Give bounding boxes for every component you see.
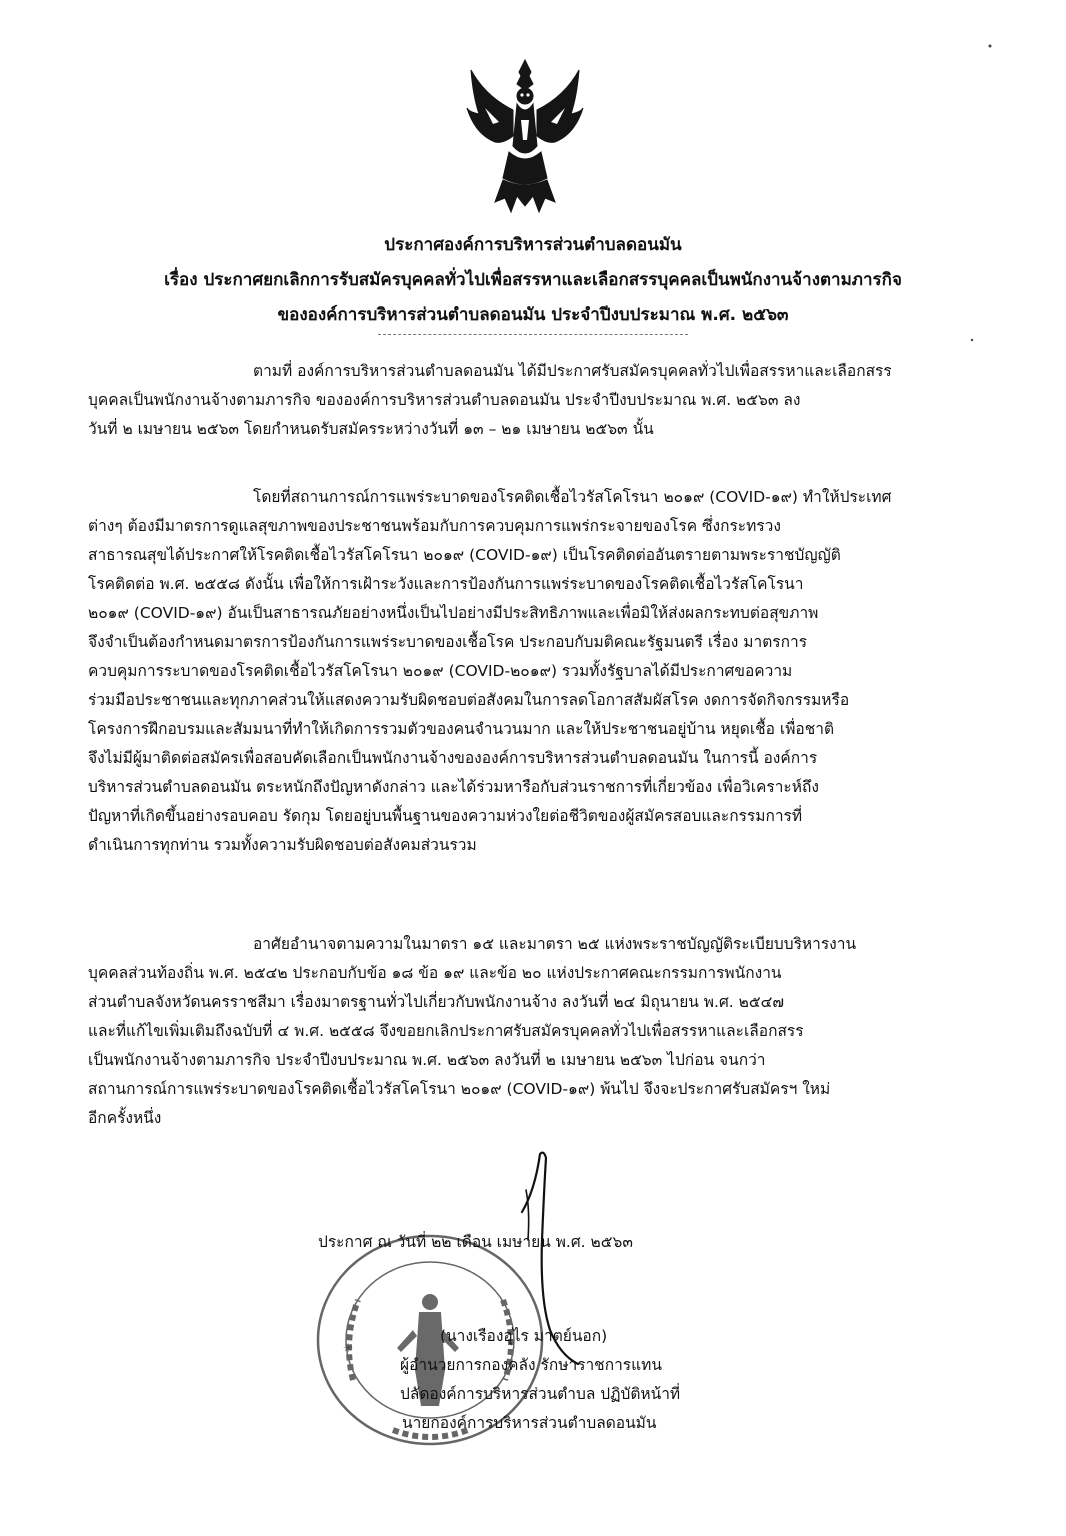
paragraph-line: ๒๐๑๙ (COVID-๑๙) อันเป็นสาธารณภัยอย่างหนึ่งเป็นไปอย่างมีประสิทธิภาพและเพื่อมิให้ส่งผลกระทบต่อสุขภาพ [88, 604, 819, 622]
paragraph-line: โรคติดต่อ พ.ศ. ๒๕๕๘ ดังนั้น เพื่อให้การเฝ้าระวังและการป้องกันการแพร่ระบาดของโรคติดเชื้อไวรัสโคโรนา [88, 575, 804, 593]
paragraph-line: อีกครั้งหนึ่ง [88, 1109, 162, 1127]
paragraph-line: โดยที่สถานการณ์การแพร่ระบาดของโรคติดเชื้อไวรัสโคโรนา ๒๐๑๙ (COVID-๑๙) ทำให้ประเทศ [253, 488, 892, 506]
paragraph-line: และที่แก้ไขเพิ่มเติมถึงฉบับที่ ๔ พ.ศ. ๒๕๕๘ จึงขอยกเลิกประกาศรับสมัครบุคคลทั่วไปเพื่อสรรหาและเลือกสรร [88, 1022, 804, 1040]
paragraph-line: บุคคลส่วนท้องถิ่น พ.ศ. ๒๕๔๒ ประกอบกับข้อ ๑๘ ข้อ ๑๙ และข้อ ๒๐ แห่งประกาศคณะกรรมการพนักงาน [88, 964, 782, 982]
paragraph-2 [88, 483, 1002, 860]
paragraph-line: เป็นพนักงานจ้างตามภารกิจ ประจำปีงบประมาณ พ.ศ. ๒๕๖๓ ลงวันที่ ๒ เมษายน ๒๕๖๓ ไปก่อน จนกว่า [88, 1051, 766, 1069]
paragraph-line: ตามที่ องค์การบริหารส่วนตำบลดอนมัน ได้มีประกาศรับสมัครบุคคลทั่วไปเพื่อสรรหาและเลือกสรร [253, 362, 892, 380]
paragraph-line: ควบคุมการระบาดของโรคติดเชื้อไวรัสโคโรนา ๒๐๑๙ (COVID-๒๐๑๙) รวมทั้งรัฐบาลได้มีประกาศขอความ [88, 662, 793, 680]
garuda-emblem [465, 56, 585, 216]
signature-date-line: ประกาศ ณ วันที่ ๒๒ เดือน เมษายน พ.ศ. ๒๕๖๓ [318, 1233, 633, 1251]
paragraph-line: บริหารส่วนตำบลดอนมัน ตระหนักถึงปัญหาดังกล่าว และได้ร่วมหารือกับส่วนราชการที่เกี่ยวข้อง เพื่อวิเคราะห์ถึง [88, 778, 819, 796]
signatory-block [400, 1322, 680, 1438]
heading-divider [378, 334, 688, 335]
subject-line-1: เรื่อง ประกาศยกเลิกการรับสมัครบุคคลทั่วไปเพื่อสรรหาและเลือกสรรบุคคลเป็นพนักงานจ้างตามภารกิจ [164, 270, 902, 290]
paragraph-line: โครงการฝึกอบรมและสัมมนาที่ทำให้เกิดการรวมตัวของคนจำนวนมาก และให้ประชาชนอยู่บ้าน หยุดเชื้อ เพื่อชาติ [88, 720, 835, 738]
paragraph-line: วันที่ ๒ เมษายน ๒๕๖๓ โดยกำหนดรับสมัครระหว่างวันที่ ๑๓ – ๒๑ เมษายน ๒๕๖๓ นั้น [88, 420, 654, 438]
subject-line-2: ขององค์การบริหารส่วนตำบลดอนมัน ประจำปีงบประมาณ พ.ศ. ๒๕๖๓ [277, 305, 789, 325]
paragraph-line: ส่วนตำบลจังหวัดนครราชสีมา เรื่องมาตรฐานทั่วไปเกี่ยวกับพนักงานจ้าง ลงวันที่ ๒๔ มิถุนายน พ.ศ. ๒๕๔๗ [88, 993, 784, 1011]
paragraph-3 [88, 930, 1002, 1133]
paragraph-line: ต่างๆ ต้องมีมาตรการดูแลสุขภาพของประชาชนพร้อมกับการควบคุมการแพร่กระจายของโรค ซึ่งกระทรวง [88, 517, 781, 535]
paragraph-line: อาศัยอำนาจตามความในมาตรา ๑๕ และมาตรา ๒๕ แห่งพระราชบัญญัติระเบียบบริหารงาน [253, 935, 857, 953]
signatory-position-2: ปลัดองค์การบริหารส่วนตำบล ปฏิบัติหน้าที่ [400, 1385, 681, 1403]
announcement-title: ประกาศองค์การบริหารส่วนตำบลดอนมัน [384, 235, 682, 255]
signatory-name: (นางเรืองอุไร มาตย์นอก) [440, 1327, 608, 1345]
paragraph-1 [88, 357, 1002, 444]
paragraph-line: บุคคลเป็นพนักงานจ้างตามภารกิจ ขององค์การบริหารส่วนตำบลดอนมัน ประจำปีงบประมาณ พ.ศ. ๒๕๖๓ ลง [88, 391, 801, 409]
paragraph-line: ดำเนินการทุกท่าน รวมทั้งความรับผิดชอบต่อสังคมส่วนรวม [88, 836, 477, 854]
paragraph-line: สาธารณสุขได้ประกาศให้โรคติดเชื้อไวรัสโคโรนา ๒๐๑๙ (COVID-๑๙) เป็นโรคติดต่ออันตรายตามพระราชบัญญัติ [88, 546, 841, 564]
document-heading [60, 228, 1006, 333]
signatory-position-1: ผู้อำนวยการกองคลัง รักษาราชการแทน [400, 1356, 662, 1374]
paragraph-line: ปัญหาที่เกิดขึ้นอย่างรอบคอบ รัดกุม โดยอยู่บนพื้นฐานของความห่วงใยต่อชีวิตของผู้สมัครสอบและกรรมการที่ [88, 807, 803, 825]
paragraph-line: ร่วมมือประชาชนและทุกภาคส่วนให้แสดงความรับผิดชอบต่อสังคมในการลดโอกาสสัมผัสโรค งดการจัดกิจกรรมหรือ [88, 691, 850, 709]
paragraph-line: สถานการณ์การแพร่ระบาดของโรคติดเชื้อไวรัสโคโรนา ๒๐๑๙ (COVID-๑๙) พ้นไป จึงจะประกาศรับสมัครฯ ใหม่ [88, 1080, 831, 1098]
signatory-position-3: นายกองค์การบริหารส่วนตำบลดอนมัน [402, 1414, 657, 1432]
paragraph-line: จึงไม่มีผู้มาติดต่อสมัครเพื่อสอบคัดเลือกเป็นพนักงานจ้างขององค์การบริหารส่วนตำบลดอนมัน ในการนี้ องค์การ [88, 749, 818, 767]
svg-text:✳: ✳ [343, 1341, 354, 1355]
paragraph-line: จึงจำเป็นต้องกำหนดมาตรการป้องกันการแพร่ระบาดของเชื้อโรค ประกอบกับมติคณะรัฐมนตรี เรื่อง มาตรการ [88, 633, 808, 651]
